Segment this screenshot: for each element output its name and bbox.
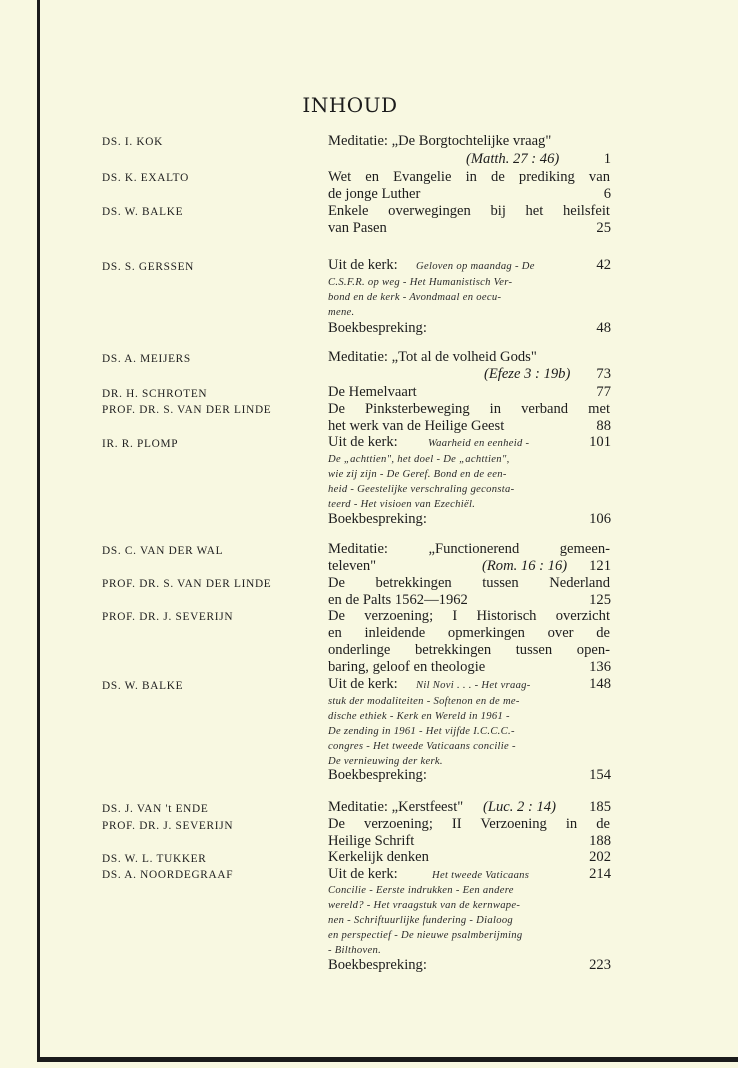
author: DS. W. L. TUKKER — [102, 853, 207, 865]
entry-lead: Uit de kerk: — [328, 257, 398, 273]
entry-note-line: Geloven op maandag - De — [416, 261, 535, 272]
author: PROF. DR. S. VAN DER LINDE — [102, 404, 272, 416]
entry-note-line: Waarheid en eenheid - — [428, 438, 530, 449]
page-number: 42 — [596, 257, 611, 273]
page-title: INHOUD — [302, 93, 398, 117]
author: DR. H. SCHROTEN — [102, 388, 208, 400]
entry-title-line: onderlinge betrekkingen tussen open- — [328, 642, 610, 658]
entry-title: De verzoening; I Historisch overzicht — [328, 608, 610, 624]
entry-reference: (Rom. 16 : 16) — [482, 558, 568, 574]
author: DS. C. VAN DER WAL — [102, 545, 224, 557]
entry-note-line: dische ethiek - Kerk en Wereld in 1961 - — [328, 711, 510, 722]
entry-title: Boekbespreking: — [328, 511, 427, 527]
entry-title-line: en de Palts 1562—1962 — [328, 592, 468, 608]
entry-title-line: van Pasen — [328, 220, 387, 236]
entry-title-line: televen" — [328, 558, 377, 574]
entry-title-line: het werk van de Heilige Geest — [328, 418, 505, 434]
page-number: 121 — [589, 558, 611, 574]
page-number: 188 — [589, 833, 611, 849]
entry-title: Boekbespreking: — [328, 957, 427, 973]
entry-title: Enkele overwegingen bij het heilsfeit — [328, 203, 610, 219]
entry-note-line: nen - Schriftuurlijke fundering - Dialoog — [328, 915, 514, 926]
author: PROF. DR. J. SEVERIJN — [102, 611, 234, 623]
entry-note-line: heid - Geestelijke verschraling geconsta- — [328, 484, 515, 495]
entry-title-line: baring, geloof en theologie — [328, 659, 486, 675]
page-number: 214 — [589, 866, 611, 882]
entry-title-line: en inleidende opmerkingen over de — [328, 625, 610, 641]
entry-reference: (Luc. 2 : 14) — [483, 799, 556, 815]
entry-title-line: Heilige Schrift — [328, 833, 415, 849]
entry-title: Meditatie: „De Borgtochtelijke vraag" — [328, 133, 552, 149]
entry-note-line: en perspectief - De nieuwe psalmberijming — [328, 930, 523, 941]
entry-note-line: wie zij zijn - De Geref. Bond en de een- — [328, 469, 507, 480]
entry-note-line: teerd - Het visioen van Ezechiël. — [328, 499, 476, 510]
page-number: 106 — [589, 511, 611, 527]
page-number: 6 — [603, 186, 611, 202]
entry-title: De Pinksterbeweging in verband met — [328, 401, 610, 417]
author: PROF. DR. J. SEVERIJN — [102, 820, 234, 832]
entry-note-line: De „achttien", het doel - De „achttien", — [328, 454, 510, 465]
page-number: 223 — [589, 957, 611, 973]
author: DS. W. BALKE — [102, 680, 184, 692]
page-number: 185 — [589, 799, 611, 815]
author: DS. I. KOK — [102, 136, 163, 148]
page-number: 202 — [589, 849, 611, 865]
page-number: 101 — [589, 434, 611, 450]
author: IR. R. PLOMP — [102, 438, 179, 450]
entry-title: Meditatie: „Tot al de volheid Gods" — [328, 349, 537, 365]
entry-title-line: de jonge Luther — [328, 186, 421, 202]
entry-note-line: C.S.F.R. op weg - Het Humanistisch Ver- — [328, 277, 513, 288]
entry-title: De Hemelvaart — [328, 384, 417, 400]
entry-note-line: - Bilthoven. — [328, 945, 382, 956]
author: DS. S. GERSSEN — [102, 261, 195, 273]
page-number: 136 — [589, 659, 611, 675]
entry-title: Kerkelijk denken — [328, 849, 429, 865]
entry-title: Boekbespreking: — [328, 320, 427, 336]
page-number: 25 — [596, 220, 611, 236]
page-number: 154 — [589, 767, 611, 783]
entry-title: Meditatie: „Kerstfeest" — [328, 799, 464, 815]
page-number: 48 — [596, 320, 611, 336]
entry-title: Meditatie: „Functionerend gemeen- — [328, 541, 610, 557]
entry-note-line: De vernieuwing der kerk. — [328, 756, 443, 767]
entry-title: De verzoening; II Verzoening in de — [328, 816, 610, 832]
entry-title: Boekbespreking: — [328, 767, 427, 783]
author: DS. W. BALKE — [102, 206, 184, 218]
page-number: 88 — [596, 418, 611, 434]
page-number: 125 — [589, 592, 611, 608]
page-number: 77 — [596, 384, 611, 400]
entry-note-line: Het tweede Vaticaans — [432, 870, 530, 881]
entry-lead: Uit de kerk: — [328, 676, 398, 692]
entry-note-line: De zending in 1961 - Het vijfde I.C.C.C.- — [328, 726, 515, 737]
author: DS. K. EXALTO — [102, 172, 189, 184]
entry-note-line: Nil Novi . . . - Het vraag- — [416, 680, 531, 691]
entry-note-line: mene. — [328, 307, 355, 318]
entry-reference: (Efeze 3 : 19b) — [484, 366, 571, 382]
page-edge-bottom — [37, 1057, 738, 1062]
page-number: 148 — [589, 676, 611, 692]
author: PROF. DR. S. VAN DER LINDE — [102, 578, 272, 590]
entry-reference: (Matth. 27 : 46) — [466, 151, 560, 167]
author: DS. J. VAN 't ENDE — [102, 803, 209, 815]
page-number: 73 — [596, 366, 611, 382]
page-edge-left — [37, 0, 40, 1060]
entry-lead: Uit de kerk: — [328, 866, 398, 882]
entry-note-line: wereld? - Het vraagstuk van de kernwape- — [328, 900, 521, 911]
author: DS. A. MEIJERS — [102, 353, 191, 365]
entry-title: Wet en Evangelie in de prediking van — [328, 169, 610, 185]
entry-note-line: stuk der modaliteiten - Softenon en de me- — [328, 696, 520, 707]
author: DS. A. NOORDEGRAAF — [102, 869, 234, 881]
entry-lead: Uit de kerk: — [328, 434, 398, 450]
entry-note-line: Concilie - Eerste indrukken - Een andere — [328, 885, 514, 896]
entry-title: De betrekkingen tussen Nederland — [328, 575, 610, 591]
entry-note-line: bond en de kerk - Avondmaal en oecu- — [328, 292, 502, 303]
entry-note-line: congres - Het tweede Vaticaans concilie - — [328, 741, 516, 752]
page-number: 1 — [603, 151, 611, 167]
